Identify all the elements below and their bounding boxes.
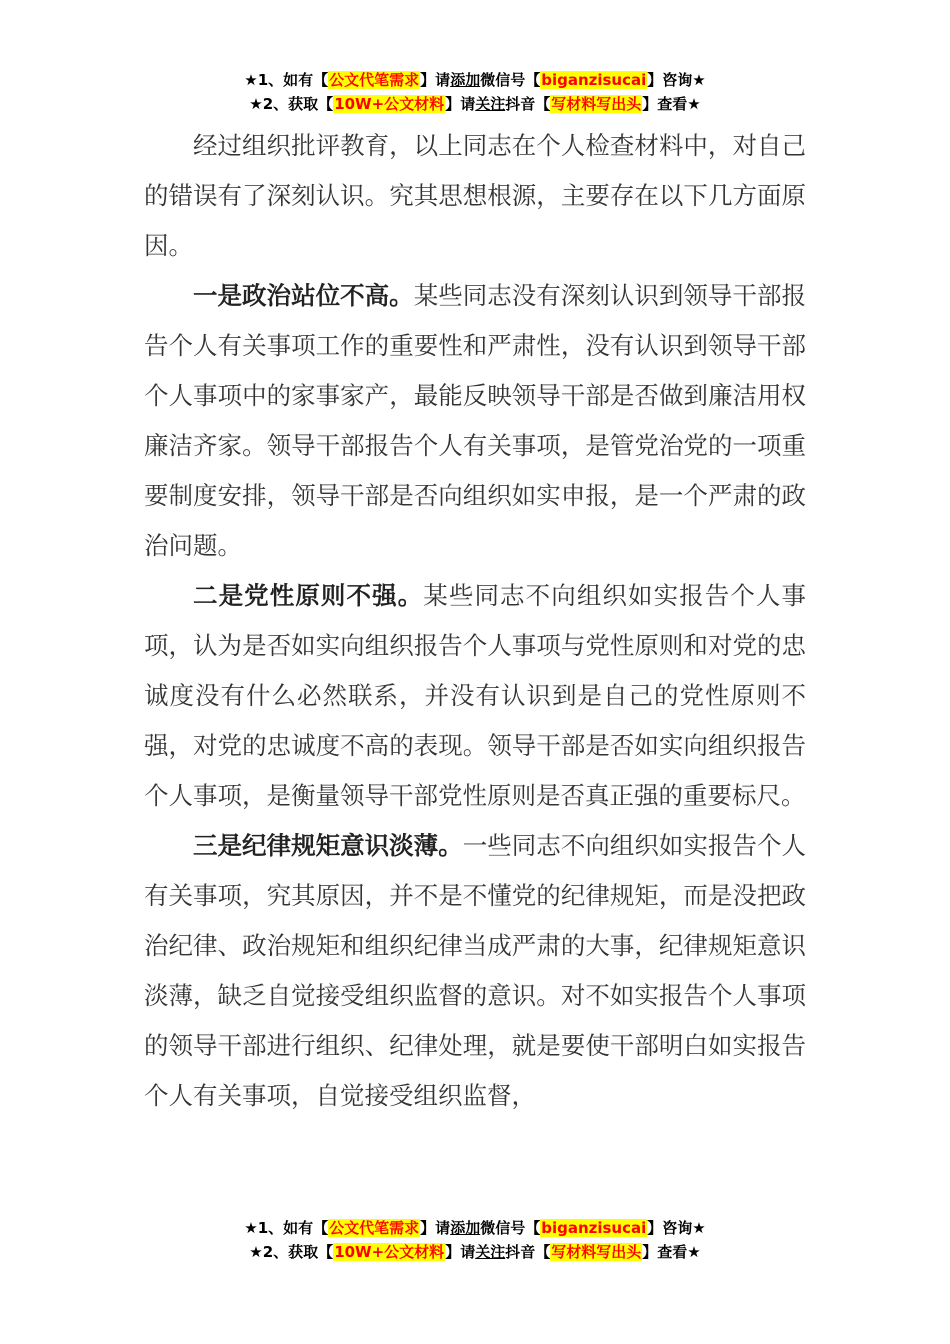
banner-line-2	[0, 1240, 950, 1264]
document-body	[144, 121, 806, 1121]
banner-text: 】请	[420, 1219, 451, 1237]
paragraph-3	[144, 821, 806, 1121]
paragraph-heading: 三是纪律规矩意识淡薄。	[193, 831, 463, 860]
banner-text: 】咨询★	[647, 1219, 706, 1237]
highlight-wechat-id: biganzisucai	[541, 71, 647, 89]
banner-text: 】请	[445, 1243, 476, 1261]
banner-text: 微信号【	[480, 1219, 541, 1237]
footer-banner	[0, 1216, 950, 1264]
paragraph-intro	[144, 121, 806, 271]
banner-text: 】咨询★	[647, 71, 706, 89]
banner-text: 】查看★	[642, 95, 701, 113]
paragraph-text: 某些同志不向组织如实报告个人事项，认为是否如实向组织报告个人事项与党性原则和对党的忠诚度没有什么必然联系，并没有认识到是自己的党性原则不强，对党的忠诚度不高的表现。领导干部是否如实向组织报告个人事项，是衡量领导干部党性原则是否真正强的重要标尺。	[144, 581, 807, 810]
banner-text: 抖音【	[505, 1243, 551, 1261]
highlight-wechat-id: biganzisucai	[541, 1219, 647, 1237]
banner-text: 2、获取【	[262, 95, 334, 113]
banner-underline: 关注	[475, 95, 506, 113]
banner-text: 1、如有【	[257, 71, 329, 89]
banner-text: 微信号【	[480, 71, 541, 89]
paragraph-text: 某些同志没有深刻认识到领导干部报告个人有关事项工作的重要性和严肃性，没有认识到领导干部个人事项中的家事家产，最能反映领导干部是否做到廉洁用权廉洁齐家。领导干部报告个人有关事项，是管党治党的一项重要制度安排，领导干部是否向组织如实申报，是一个严肃的政治问题。	[144, 281, 806, 560]
paragraph-heading: 二是党性原则不强。	[193, 581, 424, 610]
highlight-materials: 10W+公文材料	[334, 95, 445, 113]
paragraph-text: 一些同志不向组织如实报告个人有关事项，究其原因，并不是不懂党的纪律规矩，而是没把政治纪律、政治规矩和组织纪律当成严肃的大事，纪律规矩意识淡薄，缺乏自觉接受组织监督的意识。对不如实报告个人事项的领导干部进行组织、纪律处理，就是要使干部明白如实报告个人有关事项，自觉接受组织监督，	[144, 831, 807, 1110]
banner-line-1	[0, 68, 950, 92]
banner-underline: 添加	[450, 71, 481, 89]
header-banner	[0, 68, 950, 116]
highlight-service: 公文代笔需求	[329, 1219, 420, 1237]
banner-text: 抖音【	[505, 95, 551, 113]
banner-text: 2、获取【	[262, 1243, 334, 1261]
star-icon: ★	[244, 71, 258, 89]
highlight-douyin: 写材料写出头	[551, 1243, 642, 1261]
highlight-service: 公文代笔需求	[329, 71, 420, 89]
paragraph-1	[144, 271, 806, 571]
banner-line-1	[0, 1216, 950, 1240]
star-icon: ★	[249, 1243, 263, 1261]
banner-underline: 关注	[475, 1243, 506, 1261]
highlight-douyin: 写材料写出头	[551, 95, 642, 113]
banner-text: 1、如有【	[257, 1219, 329, 1237]
highlight-materials: 10W+公文材料	[334, 1243, 445, 1261]
paragraph-heading: 一是政治站位不高。	[193, 281, 414, 310]
banner-text: 】查看★	[642, 1243, 701, 1261]
paragraph-2	[144, 571, 806, 821]
banner-line-2	[0, 92, 950, 116]
banner-text: 】请	[420, 71, 451, 89]
star-icon: ★	[244, 1219, 258, 1237]
star-icon: ★	[249, 95, 263, 113]
banner-text: 】请	[445, 95, 476, 113]
banner-underline: 添加	[450, 1219, 481, 1237]
paragraph-text: 经过组织批评教育，以上同志在个人检查材料中，对自己的错误有了深刻认识。究其思想根源，主要存在以下几方面原因。	[144, 131, 806, 260]
